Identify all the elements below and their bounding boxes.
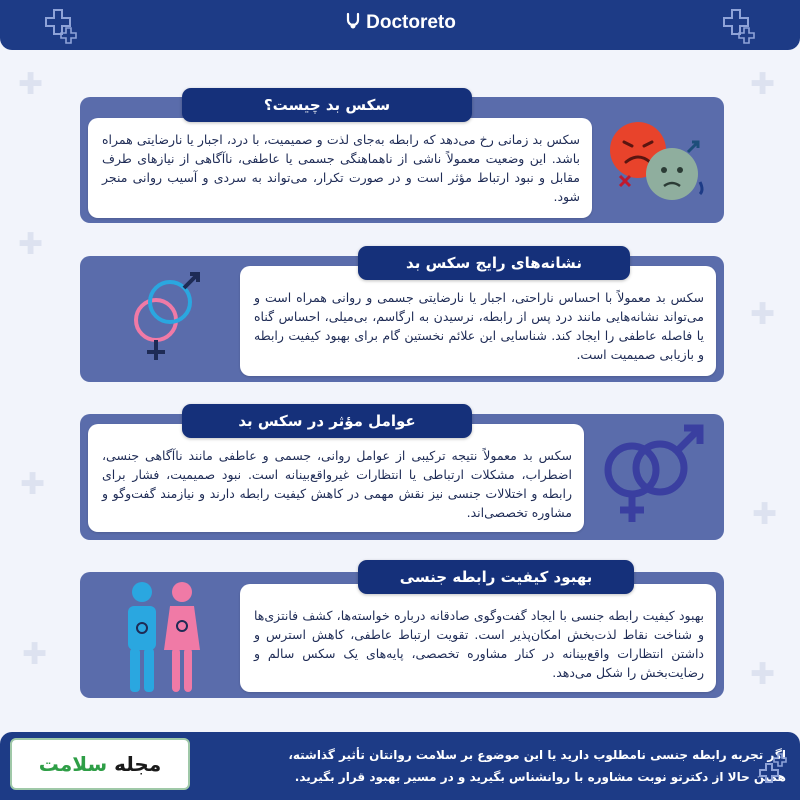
man-woman-figures-icon <box>112 580 212 698</box>
section-title: نشانه‌های رایج سکس بد <box>358 246 630 280</box>
linked-gender-symbols-icon <box>592 420 712 532</box>
section-card <box>240 266 716 376</box>
background-cross-icon: ✚ <box>18 67 44 102</box>
section-card <box>240 584 716 692</box>
gender-symbols-icon <box>112 264 212 372</box>
doctoreto-logo-icon <box>344 12 362 30</box>
background-cross-icon: ✚ <box>18 227 44 262</box>
section-text: سکس بد معمولاً نتیجه ترکیبی از عوامل روانی، جسمی و عاطفی مانند ناآگاهی جنسی، اضطراب، مشکلات ارتباطی یا انتظارات غیرواقع‌بینانه است. نبود صمیمیت، فشار برای رابطه و اختلالات جنسی نیز نقش مهمی در کاهش کیفیت رابطه دارند و نیازمند گفت‌وگو و مشاوره تخصصی‌اند. <box>102 448 572 520</box>
background-cross-icon: ✚ <box>20 467 46 502</box>
footer-cta[interactable] <box>156 744 786 788</box>
section-text: سکس بد معمولاً با احساس ناراحتی، اجبار یا نارضایتی جسمی و روانی همراه است و می‌تواند نشانه‌هایی مانند درد پس از رابطه، نرسیدن به ارگاسم، بی‌میلی، احساس گناه یا فاصله عاطفی را ایجاد کند. شناسایی این علائم نخستین گام برای بهبود کیفیت رابطه و بازیابی صمیمیت است. <box>254 290 704 362</box>
brand-logo[interactable] <box>0 12 800 34</box>
badge-word-magazine: مجله <box>114 752 162 776</box>
section-title: سکس بد چیست؟ <box>182 88 472 122</box>
background-cross-icon: ✚ <box>750 67 776 102</box>
background-cross-icon: ✚ <box>750 657 776 692</box>
section-title: عوامل مؤثر در سکس بد <box>182 404 472 438</box>
background-cross-icon: ✚ <box>750 297 776 332</box>
section-title: بهبود کیفیت رابطه جنسی <box>358 560 634 594</box>
section-text: سکس بد زمانی رخ می‌دهد که رابطه به‌جای لذت و صمیمیت، با درد، اجبار یا نارضایتی همراه باشد. این وضعیت معمولاً ناشی از ناهماهنگی جسمی یا عاطفی، ناآگاهی از نیازهای طرف مقابل و نبود ارتباط مؤثر است و در صورت تکرار، می‌تواند به سردی و آسیب روانی منجر شود. <box>102 132 580 204</box>
footer-line-1: اگر تجربه رابطه جنسی نامطلوب دارید یا این موضوع بر سلامت روانتان تأثیر گذاشته، <box>288 748 786 762</box>
section-card <box>88 118 592 218</box>
magazine-badge[interactable] <box>10 738 190 790</box>
header-bar <box>0 0 800 50</box>
sad-faces-icon <box>600 112 718 212</box>
brand-name: Doctoreto <box>366 12 456 33</box>
section-text: بهبود کیفیت رابطه جنسی با ایجاد گفت‌وگوی صادقانه درباره خواسته‌ها، کشف فانتزی‌ها و شناخت نقاط لذت‌بخش امکان‌پذیر است. تقویت ارتباط عاطفی، کاهش استرس و داشتن انتظارات واقع‌بینانه در کنار مشاوره تخصصی، پایه‌های یک سکس سالم و رضایت‌بخش را شکل می‌دهد. <box>254 608 704 680</box>
footer-cross-icon <box>756 752 792 792</box>
background-cross-icon: ✚ <box>752 497 778 532</box>
badge-word-health: سلامت <box>38 752 108 776</box>
section-card <box>88 424 584 532</box>
background-cross-icon: ✚ <box>22 637 48 672</box>
footer-line-2: همین حالا از دکترتو نوبت مشاوره با روانشناس بگیرید و در مسیر بهبود قرار بگیرید. <box>294 770 786 784</box>
